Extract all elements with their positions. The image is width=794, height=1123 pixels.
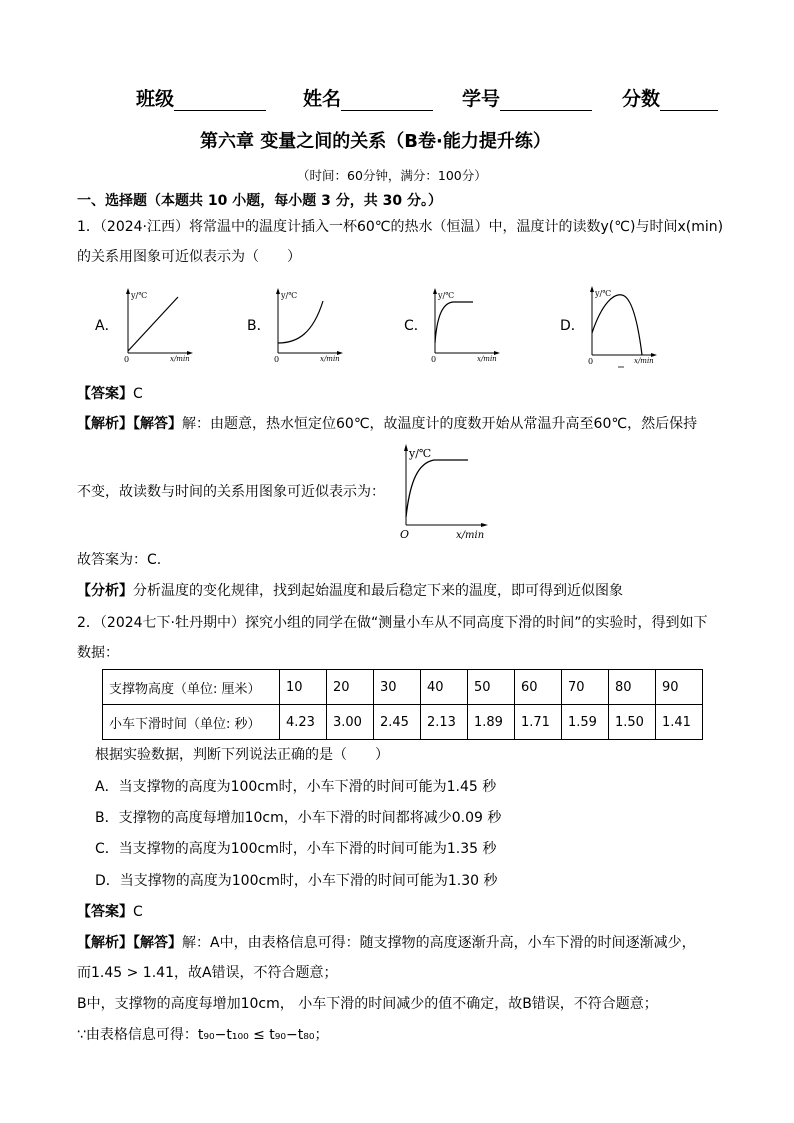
y-label: y/℃ [281, 291, 298, 300]
table-row-header: 支撑物高度（单位: 厘米） [103, 670, 280, 705]
q1-analysis-line2: 不变，故读数与时间的关系用图象可近似表示为： [77, 484, 385, 500]
q1-answer [77, 384, 143, 404]
y-axis-arrow [126, 288, 130, 294]
q1-analysis-graph [394, 441, 494, 543]
name-blank[interactable] [341, 90, 433, 111]
y-axis-arrow [590, 286, 594, 292]
name-label: 姓名 [303, 88, 342, 110]
score-label: 分数 [622, 88, 661, 110]
class-blank[interactable] [174, 90, 266, 111]
graph-curve [435, 302, 473, 343]
x-label: x/min [320, 355, 340, 363]
table-cell: 40 [421, 670, 468, 705]
y-axis-arrow [404, 444, 408, 451]
x-label: x/min [634, 357, 654, 365]
y-label: y/℃ [409, 447, 432, 460]
graph-curve [128, 297, 178, 351]
origin-label: 0 [431, 355, 437, 364]
origin-label: O [400, 528, 410, 541]
origin-label: 0 [588, 357, 594, 366]
x-axis-arrow [481, 523, 488, 527]
score-field [622, 84, 718, 111]
answer-value: C [133, 904, 143, 920]
table-cell: 1.71 [515, 705, 562, 740]
q2-option-b[interactable]: B．支撑物的高度每增加10cm，小车下滑的时间都将减少0.09 秒 [95, 810, 502, 826]
y-label: y/℃ [438, 291, 455, 300]
q2-analysis-line4: ∵由表格信息可得：t₉₀−t₁₀₀ ≤ t₉₀−t₈₀； [77, 1027, 329, 1043]
q1-graph-a [118, 285, 196, 365]
id-field [462, 84, 592, 111]
table-cell: 4.23 [280, 705, 327, 740]
q2-answer [77, 902, 143, 922]
analysis-text: 解：A中，由表格信息可得：随支撑物的高度逐渐升高，小车下滑的时间逐渐减少， [182, 935, 696, 951]
q1-option-d-label[interactable]: D． [560, 318, 585, 334]
page-title: 第六章 变量之间的关系（B卷·能力提升练） [200, 131, 551, 152]
q2-stem-line1: 2．（2024七下·牡丹期中）探究小组的同学在做“测量小车从不同高度下滑的时间”的实验时，得到如下 [77, 615, 708, 631]
fenxi-text: 分析温度的变化规律，找到起始温度和最后稳定下来的温度，即可得到近似图象 [133, 583, 623, 599]
q2-stem-line2: 数据： [77, 645, 119, 661]
q2-option-d[interactable]: D．当支撑物的高度为100cm时，小车下滑的时间可能为1.30 秒 [95, 873, 498, 889]
table-cell: 70 [562, 670, 609, 705]
analysis-label: 【解析】【解答】 [77, 935, 182, 951]
id-label: 学号 [462, 88, 501, 110]
q2-data-table [102, 669, 703, 740]
table-cell: 20 [327, 670, 374, 705]
analysis-label: 【解析】【解答】 [77, 416, 182, 432]
table-cell: 1.59 [562, 705, 609, 740]
name-field [303, 84, 433, 111]
x-label: x/min [477, 355, 497, 363]
id-blank[interactable] [500, 90, 592, 111]
q2-option-c[interactable]: C．当支撑物的高度为100cm时，小车下滑的时间可能为1.35 秒 [95, 841, 497, 857]
q1-option-c-label[interactable]: C． [404, 318, 428, 334]
q1-stem-line2: 的关系用图象可近似表示为（ ） [77, 249, 301, 265]
table-cell: 60 [515, 670, 562, 705]
q1-option-b-label[interactable]: B． [247, 318, 271, 334]
y-axis-arrow [433, 288, 437, 294]
section-heading: 一、选择题（本题共 10 小题，每小题 3 分，共 30 分。） [77, 193, 442, 209]
q2-analysis-line2: 而1.45 > 1.41，故A错误，不符合题意； [77, 965, 338, 981]
x-label: x/min [170, 355, 190, 363]
class-label: 班级 [136, 88, 175, 110]
table-cell: 50 [468, 670, 515, 705]
class-field [136, 84, 266, 111]
table-row-header: 小车下滑时间（单位: 秒） [103, 705, 280, 740]
table-row [103, 705, 703, 740]
q1-graph-c [425, 285, 503, 365]
fenxi-label: 【分析】 [77, 583, 133, 599]
q2-option-a[interactable]: A．当支撑物的高度为100cm时，小车下滑的时间可能为1.45 秒 [95, 779, 497, 795]
origin-label: 0 [274, 355, 280, 364]
table-cell: 80 [609, 670, 656, 705]
table-cell: 10 [280, 670, 327, 705]
q1-graph-b [268, 285, 346, 365]
table-cell: 1.50 [609, 705, 656, 740]
q2-analysis-line3: B中，支撑物的高度每增加10cm， 小车下滑的时间减少的值不确定，故B错误，不符合题意； [77, 996, 658, 1012]
table-cell: 3.00 [327, 705, 374, 740]
q2-prompt: 根据实验数据，判断下列说法正确的是（ ） [95, 747, 389, 763]
q1-analysis-line1 [77, 414, 697, 434]
table-cell: 2.45 [374, 705, 421, 740]
table-row [103, 670, 703, 705]
q2-analysis-line1 [77, 933, 696, 953]
graph-curve [592, 295, 642, 355]
graph-curve [278, 301, 323, 343]
q1-stem-line1: 1．（2024·江西）将常温中的温度计插入一杯60℃的热水（恒温）中，温度计的读数y(℃)与时间x(min) [77, 219, 724, 235]
y-axis-arrow [276, 288, 280, 294]
q1-graph-d [582, 283, 662, 369]
table-cell: 2.13 [421, 705, 468, 740]
analysis-text: 解：由题意，热水恒定位60℃，故温度计的度数开始从常温升高至60℃，然后保持 [182, 416, 698, 432]
table-cell: 1.41 [656, 705, 703, 740]
q1-option-a-label[interactable]: A． [95, 318, 119, 334]
y-label: y/℃ [595, 289, 612, 298]
answer-label: 【答案】 [77, 386, 133, 402]
score-blank[interactable] [660, 90, 718, 111]
table-cell: 1.89 [468, 705, 515, 740]
table-cell: 30 [374, 670, 421, 705]
q1-fenxi [77, 581, 623, 601]
q1-conclusion: 故答案为：C. [77, 552, 162, 568]
x-label: x/min [456, 530, 485, 541]
answer-value: C [133, 386, 143, 402]
page-subtitle: （时间：60分钟，满分：100分） [297, 168, 487, 183]
answer-label: 【答案】 [77, 904, 133, 920]
table-cell: 90 [656, 670, 703, 705]
y-label: y/℃ [131, 291, 148, 300]
origin-label: 0 [124, 355, 130, 364]
graph-curve [406, 460, 468, 517]
